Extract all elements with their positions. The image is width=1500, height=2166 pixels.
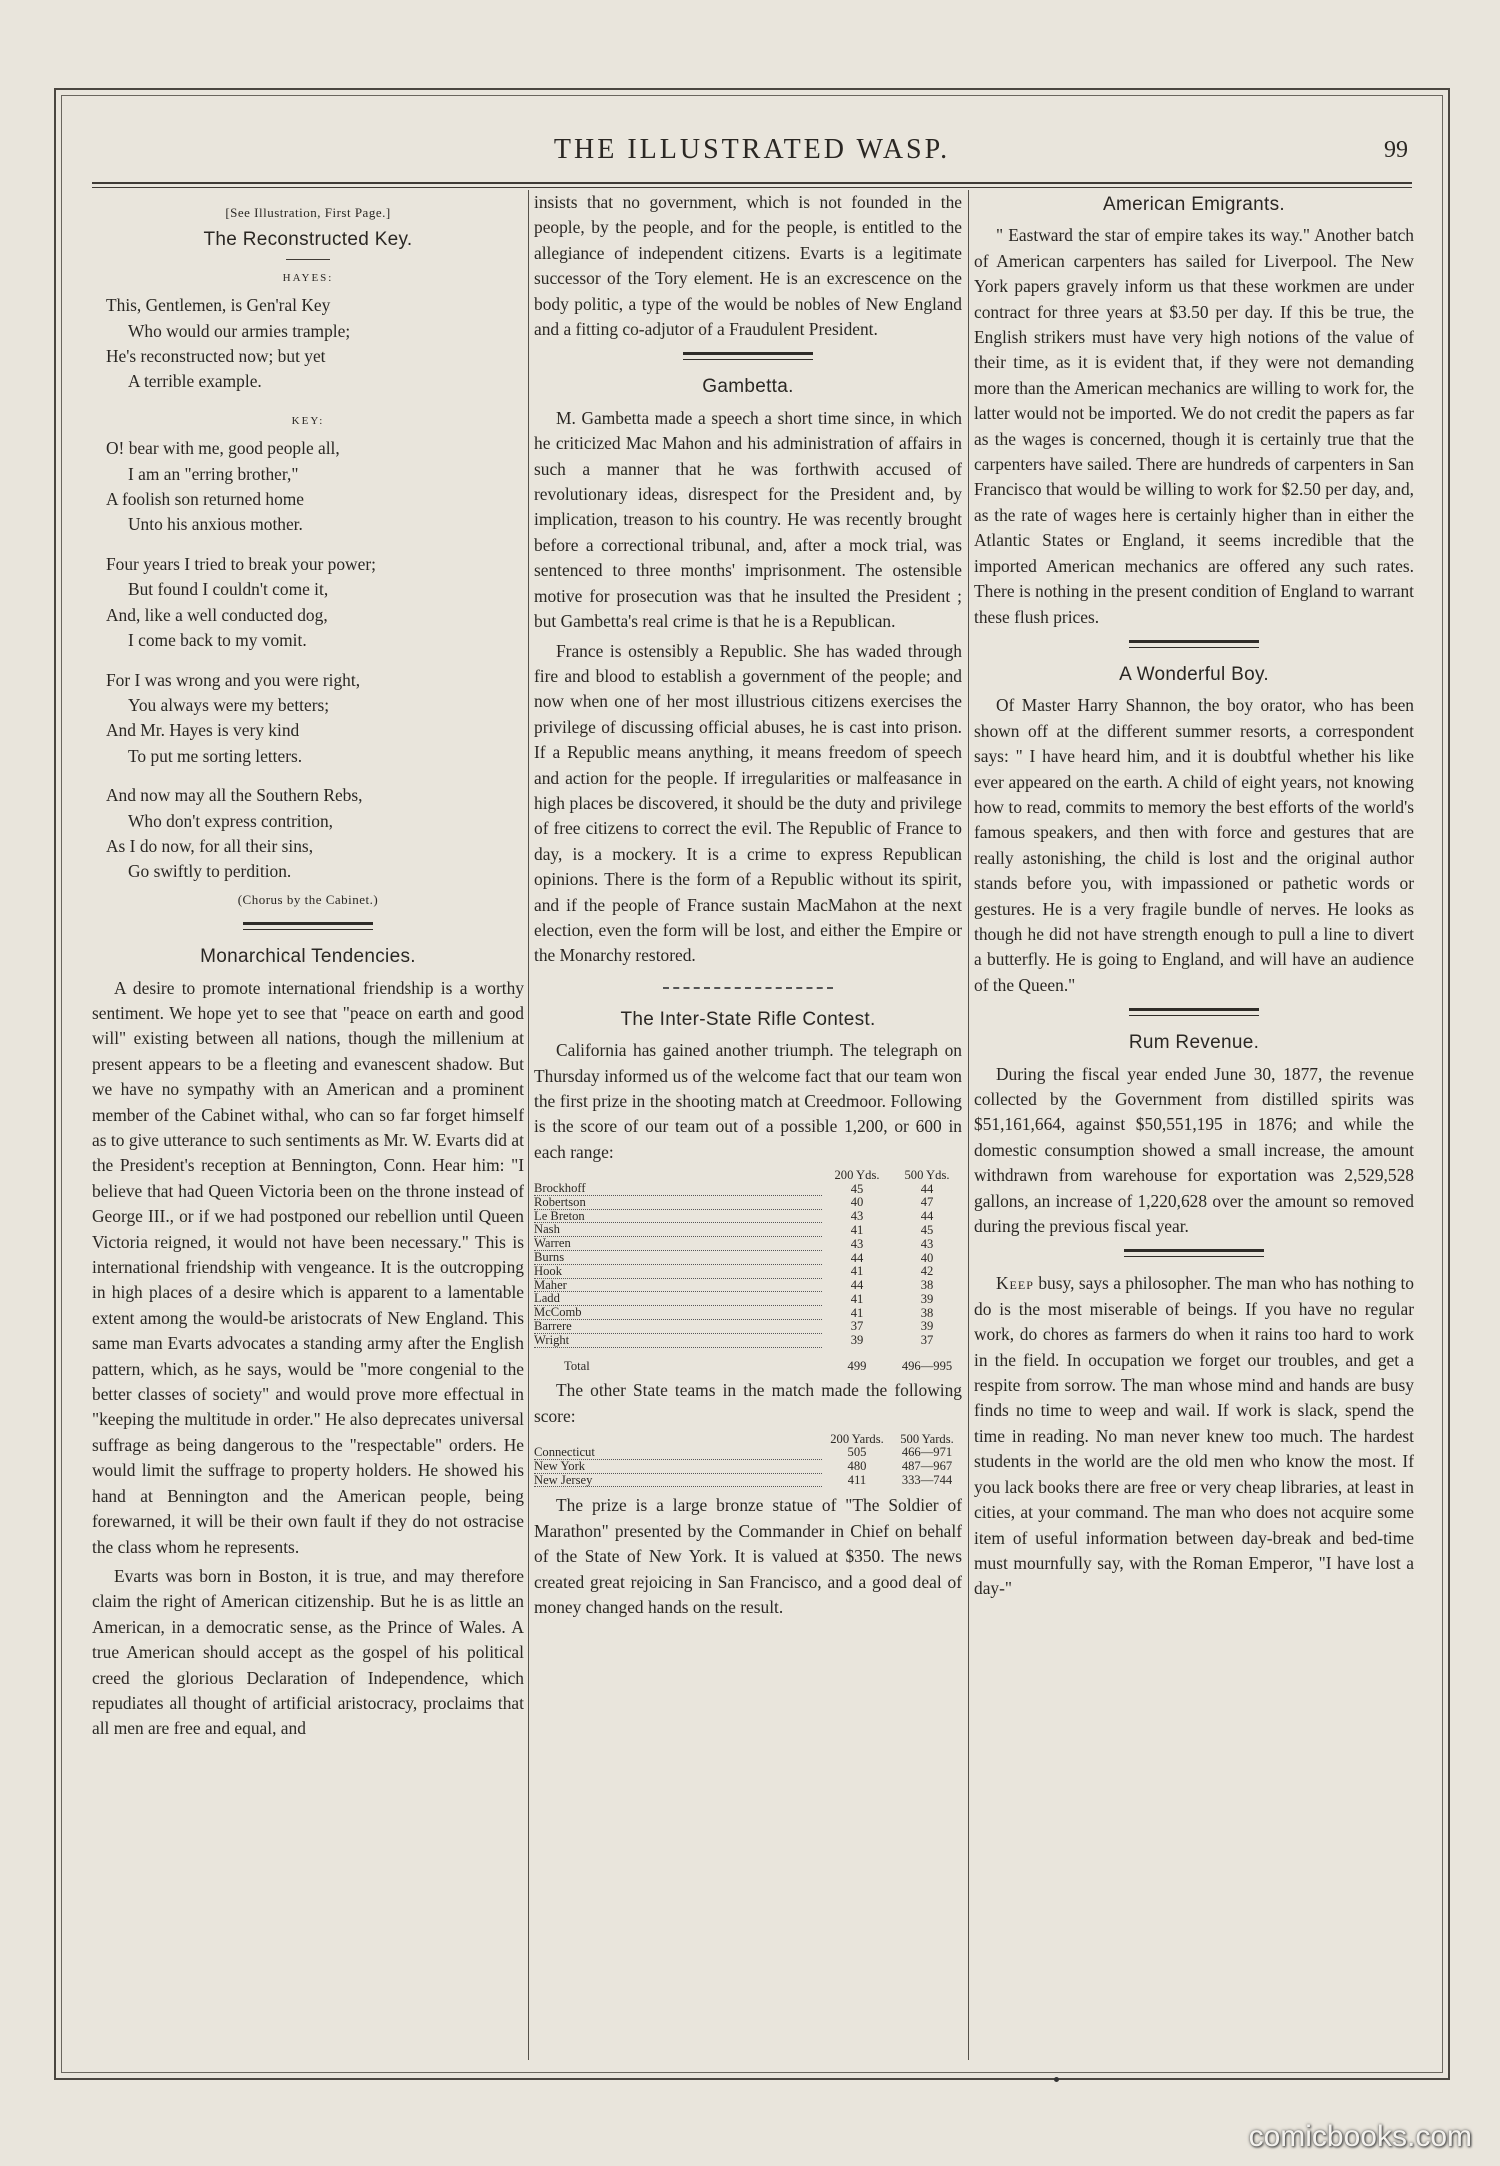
poem-line: And Mr. Hayes is very kind [106, 720, 300, 741]
table-row [534, 1223, 962, 1237]
total-row [534, 1348, 962, 1373]
chorus-note: (Chorus by the Cabinet.) [237, 891, 379, 907]
poem-line: And now may all the Southern Rebs, [106, 785, 363, 806]
table-row [534, 1210, 962, 1224]
article-paragraph: The prize is a large bronze statue of "The Soldier of Marathon" presented by the Commander in Chief on behalf of the State of New York. It is valued at $350. The news created great rejoicing in San Francisco, and a good deal of money changed hands on the result. [534, 1495, 962, 1617]
score-long-range: 466—971 [901, 1445, 953, 1460]
masthead [56, 120, 1448, 180]
score-long-range: 40 [920, 1250, 934, 1265]
score-short-range: 37 [850, 1319, 864, 1334]
score-short-range: 43 [850, 1236, 864, 1251]
section-rule [243, 922, 373, 930]
poem-line: Four years I tried to break your power; [106, 553, 376, 574]
watermark: comicbooks.com [1248, 2120, 1472, 2153]
table-row [534, 1460, 962, 1474]
score-long-range: 44 [920, 1181, 934, 1196]
score-short-range: 41 [850, 1291, 864, 1306]
poem-line: I am an "erring brother," [128, 463, 299, 484]
table-row [534, 1306, 962, 1320]
column-header: 200 Yds. [834, 1168, 880, 1183]
row-name: McComb [534, 1306, 822, 1320]
score-long-range: 44 [920, 1209, 934, 1224]
score-rows [534, 1182, 962, 1372]
table-row [534, 1196, 962, 1210]
article-title-reconstructed-key: The Reconstructed Key. [203, 229, 413, 251]
article-paragraph: A desire to promote international friendship is a worthy sentiment. We hope yet to see that "peace on earth and good will" existing between all nations, though the millenium at present appears to be a fleeting and evanescent shadow. But we have no sympathy with an American and a prominent member of the Cabinet withal, who can so far forget himself as to give utterance to such sentiments as Mr. W. Evarts did at the President's reception at Bennington, Conn. Hear him: "I believe that had Queen Victoria been on the throne instead of George III., or if we had postponed our rebellion until Queen Victoria reigned, it would not have been necessary." This is international friendship with vengeance. It is the outcropping in high places of a desire which is apparent to a lamentable extent among the would-be aristocrats of New England. This same man Evarts advocates a standing army after the English pattern, which, as he says, would be "more congenial to the better classes of society" and would prove more effectual in "keeping the multitude in order." He also deprecates universal suffrage as being dangerous to the "respectable" orders. He would limit the suffrage to property holders. He showed his hand at Bennington and the American people, being forewarned, it will be their own fault if they do not ostracise the class whom he represents. [92, 977, 524, 1557]
poem-stanza [106, 668, 524, 770]
poem-line: O! bear with me, good people all, [106, 438, 340, 459]
illustration-note: [See Illustration, First Page.] [225, 205, 391, 220]
row-name: Hook [534, 1265, 822, 1279]
lead-word: Keep [996, 1273, 1034, 1294]
print-mark [1054, 2077, 1059, 2082]
row-name: New York [534, 1460, 822, 1474]
row-name: Burns [534, 1251, 822, 1265]
poem-stanza [106, 436, 524, 538]
poem-line: And, like a well conducted dog, [106, 604, 328, 625]
table-row [534, 1279, 962, 1293]
score-table [534, 1169, 962, 1372]
article-paragraph: M. Gambetta made a speech a short time since, in which he criticized Mac Mahon and his administration of affairs in such a manner that he was forthwith accused of revolutionary ideas, disrespect for the President and, by implication, treason to his country. He was recently brought before a correctional tribunal, and, after a mock trial, was sentenced to three months' imprisonment. The ostensible motive for prosecution was that he insulted the President ; but Gambetta's real crime is that he is a Republican. [534, 407, 962, 632]
column-2 [534, 190, 962, 2060]
score-long-range: 43 [920, 1236, 934, 1251]
article-paragraph: Evarts was born in Boston, it is true, and may therefore claim the right of American citizenship. But he is as little an American, in a democratic sense, as the Prince of Wales. A true American should accept as the gospel of his political creed the glorious Declaration of Independence, which repudiates all thought of artificial aristocracy, proclaims that all men are free and equal, and [92, 1565, 524, 1739]
total-short-range: 499 [847, 1358, 867, 1373]
score-long-range: 333—744 [901, 1473, 953, 1488]
state-rows [534, 1446, 962, 1487]
article-title-rifle-contest: The Inter-State Rifle Contest. [620, 1008, 876, 1030]
poem-line: You always were my betters; [128, 694, 330, 715]
article-title-wonderful-boy: A Wonderful Boy. [1119, 663, 1269, 685]
score-long-range: 487—967 [901, 1459, 953, 1474]
article-paragraph: Of Master Harry Shannon, the boy orator, who has been shown off at the different summer resorts, a correspondent says: " I have heard him, and it is doubtful whether his like ever appeared on the earth. A child of eight years, not knowing how to read, commits to memory the best efforts of the world's famous speakers, and then with force and gestures that are really astonishing, the child is lost and the original author stands before you, with impassioned or pathetic words or gestures. He is a very fragile bundle of nerves. He looks as though he did not have strength enough to pull a line to divert a butterfly. He is going to England, and will have an audience of the Queen." [974, 695, 1414, 995]
column-header: 500 Yds. [904, 1168, 950, 1183]
column-1 [92, 190, 524, 2060]
article-paragraph: insists that no government, which is not founded in the people, by the people, and for the people, is entitled to the allegiance of independent citizens. Evarts is a legitimate successor of the Tory element. He is an excrescence on the body politic, a type of the would be nobles of New England and a fitting co-adjutor of a Fraudulent President. [534, 192, 962, 340]
score-short-range: 41 [850, 1305, 864, 1320]
poem-line: Unto his anxious mother. [128, 514, 303, 535]
row-name: Robertson [534, 1196, 822, 1210]
column-divider [968, 190, 969, 2060]
poem-line: I come back to my vomit. [128, 630, 307, 651]
row-name: New Jersey [534, 1474, 822, 1488]
score-long-range: 45 [920, 1222, 934, 1237]
section-rule [1129, 640, 1259, 648]
score-long-range: 42 [920, 1264, 934, 1279]
table-row [534, 1474, 962, 1488]
state-score-table [534, 1433, 962, 1487]
masthead-title: THE ILLUSTRATED WASP. [553, 134, 951, 165]
article-title-rum-revenue: Rum Revenue. [1128, 1032, 1260, 1054]
poem-line: Who don't express contrition, [128, 810, 334, 831]
table-row [534, 1251, 962, 1265]
score-short-range: 43 [850, 1209, 864, 1224]
section-rule [1129, 1008, 1259, 1016]
score-short-range: 39 [850, 1333, 864, 1348]
poem-line: A terrible example. [128, 371, 262, 392]
score-short-range: 40 [850, 1195, 864, 1210]
section-rule [663, 987, 833, 993]
score-long-range: 47 [920, 1195, 934, 1210]
row-name: Brockhoff [534, 1182, 822, 1196]
score-short-range: 44 [850, 1278, 864, 1293]
score-short-range: 44 [850, 1250, 864, 1265]
article-paragraph: France is ostensibly a Republic. She has waded through fire and blood to establish a government of the people; and now when one of her most illustrious citizens exercises the privilege of discussing official abuses, he is cast into prison. If a Republic means anything, it means freedom of speech and action for the people. If irregularities or malfeasance in high places be discovered, it should be the duty and privilege of free citizens to correct the evil. The Republic of France to day, is a mockery. It is a crime to express Republican opinions. There is the form of a Republic without its spirit, and if the people of France sustain MacMahon at the next election, even the form will be lost, and either the Empire or the Monarchy restored. [534, 640, 962, 966]
row-name: Warren [534, 1237, 822, 1251]
article-title-monarchical: Monarchical Tendencies. [200, 946, 416, 968]
score-short-range: 41 [850, 1264, 864, 1279]
score-long-range: 38 [920, 1278, 934, 1293]
table-row [534, 1265, 962, 1279]
table-row [534, 1292, 962, 1306]
row-name: Le Breton [534, 1210, 822, 1224]
article-paragraph [974, 1271, 1414, 1601]
score-short-range: 411 [847, 1473, 867, 1488]
score-long-range: 39 [920, 1319, 934, 1334]
row-name: Nash [534, 1223, 822, 1237]
total-label: Total [564, 1358, 590, 1373]
section-rule [1124, 1249, 1264, 1257]
poem-line: Go swiftly to perdition. [128, 861, 292, 882]
poem-line: He's reconstructed now; but yet [106, 346, 326, 367]
poem-line: As I do now, for all their sins, [106, 835, 314, 856]
table-row [534, 1237, 962, 1251]
page-number: 99 [1384, 137, 1408, 163]
masthead-rule [92, 182, 1412, 188]
divider [286, 259, 330, 260]
table-row [534, 1334, 962, 1348]
column-header: 500 Yards. [900, 1432, 954, 1447]
score-long-range: 39 [920, 1291, 934, 1306]
row-name: Barrere [534, 1320, 822, 1334]
column-header: 200 Yards. [830, 1432, 884, 1447]
column-divider [528, 190, 529, 2060]
row-name: Ladd [534, 1292, 822, 1306]
poem-line: This, Gentlemen, is Gen'ral Key [106, 295, 331, 316]
score-long-range: 38 [920, 1305, 934, 1320]
score-short-range: 45 [850, 1181, 864, 1196]
poem-line: But found I couldn't come it, [128, 579, 329, 600]
score-short-range: 480 [847, 1459, 867, 1474]
poem-stanza [106, 293, 524, 395]
table-row [534, 1446, 962, 1460]
poem-line: To put me sorting letters. [128, 745, 303, 766]
poem-stanza [106, 783, 524, 885]
article-paragraph: During the fiscal year ended June 30, 1877, the revenue collected by the Government from distilled spirits was $51,161,664, against $50,551,195 in 1876; and while the domestic consumption showed a small increase, the amount withdrawn from warehouse for exportation was 2,529,528 gallons, an increase of 1,220,628 over the amount so removed during the previous fiscal year. [974, 1063, 1414, 1237]
poem-line: For I was wrong and you were right, [106, 669, 361, 690]
score-long-range: 37 [920, 1333, 934, 1348]
poem-line: A foolish son returned home [106, 489, 305, 510]
paragraph-text: busy, says a philosopher. The man who has nothing to do is the most miserable of beings. If you have no regular work, do chores as farmers do when it rains too hard to work in the field. In occupation we forget our troubles, and get a respite from sorrow. The man whose mind and hands are busy finds no time to weep and wail. If work is slack, spend the time in reading. No man never knew too much. The hardest students in the world are the old men who know the most. If you lack books there are free or very cheap libraries, at least in cities, at your command. The man who does not acquire some item of useful information between day-break and bed-time must mournfully say, with the Roman Emperor, "I have lost a day-" [974, 1273, 1414, 1599]
score-short-range: 505 [847, 1445, 867, 1460]
article-paragraph: The other State teams in the match made the following score: [534, 1380, 962, 1426]
poem-stanza [106, 552, 524, 654]
row-name: Wright [534, 1334, 822, 1348]
section-rule [683, 352, 813, 360]
article-paragraph: " Eastward the star of empire takes its way." Another batch of American carpenters has sailed for Liverpool. The New York papers gravely inform us that these workmen are under contract for three years at $3.50 per day. If this be true, the English strikers must have very high notions of the value of their time, as it is evident that, if they were not demanding more than the American mechanics are willing to work for, the latter would not be imported. We do not credit the papers as far as the wages is concerned, though it is certainly true that the carpenters have sailed. There are hundreds of carpenters in San Francisco that would be willing to work for $2.50 per day, and, as the rate of wages here is certainly higher than in either the Atlantic States or England, it seems incredible that the imported American mechanics are offered any such rates. There is nothing in the present condition of England to warrant these flush prices. [974, 225, 1414, 627]
article-title-emigrants: American Emigrants. [1102, 194, 1286, 215]
row-name: Connecticut [534, 1446, 822, 1460]
speaker-label-key: KEY: [291, 414, 325, 427]
speaker-label-hayes: HAYES: [282, 271, 334, 284]
newspaper-page [54, 88, 1450, 2080]
row-name: Maher [534, 1279, 822, 1293]
total-long-range: 496—995 [901, 1358, 953, 1373]
poem-line: Who would our armies trample; [128, 320, 351, 341]
article-title-gambetta: Gambetta. [702, 376, 794, 398]
article-paragraph: California has gained another triumph. The telegraph on Thursday informed us of the welcome fact that our team won the first prize in the shooting match at Creedmoor. Following is the score of our team out of a possible 1,200, or 600 in each range: [534, 1040, 962, 1162]
table-row [534, 1320, 962, 1334]
score-short-range: 41 [850, 1222, 864, 1237]
column-3 [974, 190, 1414, 2060]
table-row [534, 1182, 962, 1196]
